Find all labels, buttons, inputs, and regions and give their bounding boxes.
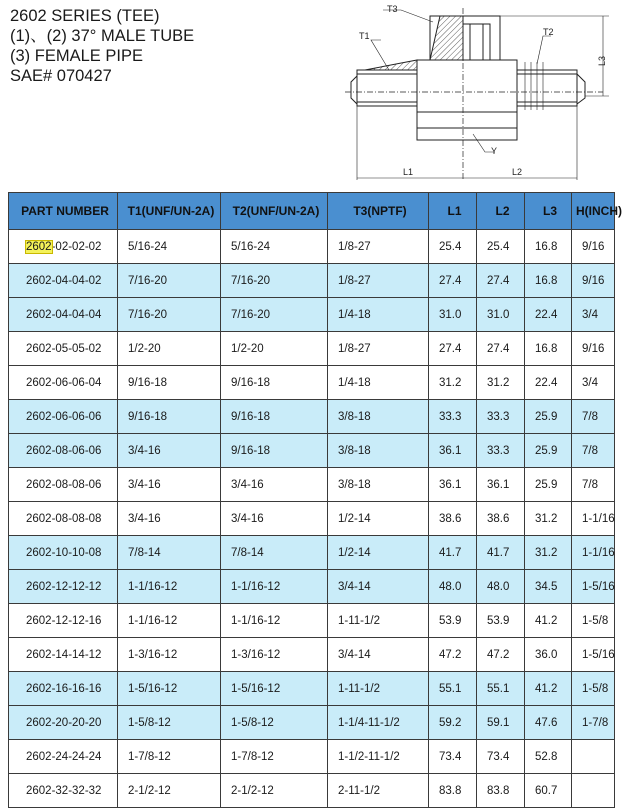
table-cell: 2602-06-06-04 bbox=[9, 366, 118, 400]
column-header: T3(NPTF) bbox=[328, 193, 429, 230]
table-cell: 83.8 bbox=[429, 774, 477, 808]
table-cell: 7/16-20 bbox=[118, 298, 221, 332]
table-cell: 25.9 bbox=[525, 400, 572, 434]
table-cell: 1-1/16-12 bbox=[118, 604, 221, 638]
table-cell: 41.7 bbox=[477, 536, 525, 570]
table-cell: 16.8 bbox=[525, 230, 572, 264]
table-cell: 7/8 bbox=[572, 400, 615, 434]
label-t2: T2 bbox=[543, 27, 554, 37]
table-cell: 1-5/16-12 bbox=[118, 672, 221, 706]
table-cell: 7/16-20 bbox=[118, 264, 221, 298]
table-cell: 22.4 bbox=[525, 366, 572, 400]
table-cell: 52.8 bbox=[525, 740, 572, 774]
table-cell: 36.0 bbox=[525, 638, 572, 672]
label-t3: T3 bbox=[387, 4, 398, 14]
table-cell: 73.4 bbox=[429, 740, 477, 774]
table-cell: 1-1/4-11-1/2 bbox=[328, 706, 429, 740]
table-cell: 1/4-18 bbox=[328, 366, 429, 400]
table-cell: 3/4-14 bbox=[328, 570, 429, 604]
tee-spec-table bbox=[8, 192, 622, 808]
table-cell: 2602-08-08-06 bbox=[9, 468, 118, 502]
table-cell: 31.2 bbox=[429, 366, 477, 400]
table-cell: 27.4 bbox=[477, 264, 525, 298]
table-cell: 5/16-24 bbox=[118, 230, 221, 264]
table-cell: 1-3/16-12 bbox=[118, 638, 221, 672]
column-header: H(INCH) bbox=[572, 193, 615, 230]
label-y: Y bbox=[491, 146, 498, 156]
table-cell: 1/8-27 bbox=[328, 332, 429, 366]
table-cell: 22.4 bbox=[525, 298, 572, 332]
table-cell: 31.2 bbox=[477, 366, 525, 400]
table-cell: 31.2 bbox=[525, 502, 572, 536]
table-cell: 7/8 bbox=[572, 468, 615, 502]
label-l1: L1 bbox=[403, 167, 414, 177]
table-cell: 1-7/8-12 bbox=[118, 740, 221, 774]
table-row bbox=[9, 400, 615, 434]
table-cell: 7/16-20 bbox=[221, 298, 328, 332]
table-cell: 2602-32-32-32 bbox=[9, 774, 118, 808]
table-cell: 1-11-1/2 bbox=[328, 604, 429, 638]
table-cell: 1-1/2-11-1/2 bbox=[328, 740, 429, 774]
table-cell: 2602-05-05-02 bbox=[9, 332, 118, 366]
table-cell: 1-1/16-12 bbox=[221, 570, 328, 604]
table-cell: 2602-10-10-08 bbox=[9, 536, 118, 570]
label-l3: L3 bbox=[597, 55, 607, 66]
table-row bbox=[9, 638, 615, 672]
table-cell: 73.4 bbox=[477, 740, 525, 774]
table-cell: 1-7/8 bbox=[572, 706, 615, 740]
part-suffix: -02-02-02 bbox=[51, 240, 102, 253]
table-cell bbox=[572, 774, 615, 808]
table-cell: 36.1 bbox=[477, 468, 525, 502]
table-cell: 47.6 bbox=[525, 706, 572, 740]
table-row bbox=[9, 502, 615, 536]
table-row bbox=[9, 536, 615, 570]
table-cell: 36.1 bbox=[429, 434, 477, 468]
table-cell: 9/16-18 bbox=[118, 366, 221, 400]
table-cell: 3/4 bbox=[572, 366, 615, 400]
table-cell: 59.2 bbox=[429, 706, 477, 740]
table-cell: 25.4 bbox=[477, 230, 525, 264]
table-row bbox=[9, 604, 615, 638]
table-cell: 9/16 bbox=[572, 264, 615, 298]
table-cell: 3/4-16 bbox=[221, 502, 328, 536]
table-cell: 1-5/16-12 bbox=[221, 672, 328, 706]
table-row bbox=[9, 706, 615, 740]
table-cell: 1-1/16 bbox=[572, 536, 615, 570]
table-cell: 9/16-18 bbox=[221, 434, 328, 468]
table-cell: 1/2-14 bbox=[328, 536, 429, 570]
table-cell: 1/4-18 bbox=[328, 298, 429, 332]
table-row bbox=[9, 672, 615, 706]
table-cell: 38.6 bbox=[429, 502, 477, 536]
tee-fitting-drawing bbox=[345, 2, 615, 188]
table-cell: 16.8 bbox=[525, 264, 572, 298]
table-cell: 55.1 bbox=[477, 672, 525, 706]
table-cell: 2602-04-04-02 bbox=[9, 264, 118, 298]
table-body bbox=[9, 230, 615, 808]
table-cell: 3/4-16 bbox=[118, 502, 221, 536]
table-cell: 33.3 bbox=[477, 434, 525, 468]
table-cell: 7/8-14 bbox=[221, 536, 328, 570]
table-row bbox=[9, 264, 615, 298]
table-cell: 3/8-18 bbox=[328, 434, 429, 468]
table-cell: 2602-16-16-16 bbox=[9, 672, 118, 706]
table-cell: 9/16-18 bbox=[221, 400, 328, 434]
table-cell: 47.2 bbox=[429, 638, 477, 672]
table-cell: 2602-08-08-08 bbox=[9, 502, 118, 536]
highlighted-prefix: 2602 bbox=[26, 240, 52, 253]
table-cell: 1-7/8-12 bbox=[221, 740, 328, 774]
column-header: T2(UNF/UN-2A) bbox=[221, 193, 328, 230]
table-cell: 33.3 bbox=[429, 400, 477, 434]
table-cell: 83.8 bbox=[477, 774, 525, 808]
table-cell: 27.4 bbox=[429, 264, 477, 298]
table-cell: 1-5/16 bbox=[572, 570, 615, 604]
table-cell: 7/8 bbox=[572, 434, 615, 468]
left-tube-body bbox=[357, 70, 417, 106]
table-cell: 1/2-14 bbox=[328, 502, 429, 536]
table-cell: 34.5 bbox=[525, 570, 572, 604]
table-cell bbox=[9, 230, 118, 264]
table-cell: 5/16-24 bbox=[221, 230, 328, 264]
table-cell: 3/4 bbox=[572, 298, 615, 332]
table-row bbox=[9, 468, 615, 502]
table-cell: 7/8-14 bbox=[118, 536, 221, 570]
column-header: PART NUMBER bbox=[9, 193, 118, 230]
label-t1: T1 bbox=[359, 31, 370, 41]
table-cell: 33.3 bbox=[477, 400, 525, 434]
table-cell: 53.9 bbox=[477, 604, 525, 638]
table-cell: 1/2-20 bbox=[221, 332, 328, 366]
table-cell: 3/4-16 bbox=[221, 468, 328, 502]
table-cell: 9/16 bbox=[572, 230, 615, 264]
table-cell: 7/16-20 bbox=[221, 264, 328, 298]
column-header: L3 bbox=[525, 193, 572, 230]
table-cell: 1-5/8 bbox=[572, 672, 615, 706]
table-cell: 25.9 bbox=[525, 468, 572, 502]
table-cell: 2-1/2-12 bbox=[118, 774, 221, 808]
table-cell: 3/8-18 bbox=[328, 468, 429, 502]
table-cell: 2602-12-12-12 bbox=[9, 570, 118, 604]
series-title-block bbox=[10, 6, 194, 86]
table-cell: 53.9 bbox=[429, 604, 477, 638]
sae-number: SAE# 070427 bbox=[10, 67, 112, 85]
table-cell: 1-5/8 bbox=[572, 604, 615, 638]
table-cell: 36.1 bbox=[429, 468, 477, 502]
table-cell: 1-1/16-12 bbox=[221, 604, 328, 638]
table-cell: 1-5/16 bbox=[572, 638, 615, 672]
table-row bbox=[9, 298, 615, 332]
table-row bbox=[9, 230, 615, 264]
table-cell: 1-1/16-12 bbox=[118, 570, 221, 604]
table-cell: 31.0 bbox=[477, 298, 525, 332]
table-cell: 1/8-27 bbox=[328, 230, 429, 264]
table-row bbox=[9, 434, 615, 468]
table-cell: 1-5/8-12 bbox=[118, 706, 221, 740]
table-cell: 27.4 bbox=[429, 332, 477, 366]
table-row bbox=[9, 740, 615, 774]
table-cell: 59.1 bbox=[477, 706, 525, 740]
table-cell: 2602-24-24-24 bbox=[9, 740, 118, 774]
table-cell bbox=[572, 740, 615, 774]
table-cell: 2602-04-04-04 bbox=[9, 298, 118, 332]
table-cell: 38.6 bbox=[477, 502, 525, 536]
series-name: 2602 SERIES (TEE) bbox=[10, 7, 160, 25]
table-cell: 41.2 bbox=[525, 672, 572, 706]
table-row bbox=[9, 774, 615, 808]
column-header: T1(UNF/UN-2A) bbox=[118, 193, 221, 230]
table-cell: 3/8-18 bbox=[328, 400, 429, 434]
pipe-spec: (3) FEMALE PIPE bbox=[10, 47, 143, 65]
table-row bbox=[9, 570, 615, 604]
table-cell: 3/4-16 bbox=[118, 468, 221, 502]
table-cell: 31.2 bbox=[525, 536, 572, 570]
table-header-row bbox=[9, 193, 615, 230]
table-cell: 1/2-20 bbox=[118, 332, 221, 366]
table-cell: 1-5/8-12 bbox=[221, 706, 328, 740]
table-cell: 47.2 bbox=[477, 638, 525, 672]
table-cell: 25.9 bbox=[525, 434, 572, 468]
table-cell: 1/8-27 bbox=[328, 264, 429, 298]
table-cell: 25.4 bbox=[429, 230, 477, 264]
right-tube-body bbox=[517, 70, 577, 106]
column-header: L2 bbox=[477, 193, 525, 230]
table-row bbox=[9, 332, 615, 366]
table-cell: 9/16-18 bbox=[221, 366, 328, 400]
table-cell: 31.0 bbox=[429, 298, 477, 332]
label-l2: L2 bbox=[512, 167, 523, 177]
table-cell: 2602-08-06-06 bbox=[9, 434, 118, 468]
table-cell: 48.0 bbox=[477, 570, 525, 604]
table-cell: 27.4 bbox=[477, 332, 525, 366]
table-cell: 41.2 bbox=[525, 604, 572, 638]
table-cell: 55.1 bbox=[429, 672, 477, 706]
table-cell: 2-11-1/2 bbox=[328, 774, 429, 808]
table-cell: 9/16 bbox=[572, 332, 615, 366]
table-cell: 48.0 bbox=[429, 570, 477, 604]
table-cell: 3/4-14 bbox=[328, 638, 429, 672]
table-cell: 2602-12-12-16 bbox=[9, 604, 118, 638]
table-cell: 1-11-1/2 bbox=[328, 672, 429, 706]
table-row bbox=[9, 366, 615, 400]
table-cell: 2-1/2-12 bbox=[221, 774, 328, 808]
table-cell: 16.8 bbox=[525, 332, 572, 366]
table-cell: 2602-06-06-06 bbox=[9, 400, 118, 434]
table-cell: 9/16-18 bbox=[118, 400, 221, 434]
table-cell: 1-1/16 bbox=[572, 502, 615, 536]
table-cell: 2602-14-14-12 bbox=[9, 638, 118, 672]
table-cell: 1-3/16-12 bbox=[221, 638, 328, 672]
table-cell: 2602-20-20-20 bbox=[9, 706, 118, 740]
table-cell: 60.7 bbox=[525, 774, 572, 808]
table-cell: 41.7 bbox=[429, 536, 477, 570]
column-header: L1 bbox=[429, 193, 477, 230]
tube-spec: (1)、(2) 37° MALE TUBE bbox=[10, 27, 195, 45]
table-cell: 3/4-16 bbox=[118, 434, 221, 468]
